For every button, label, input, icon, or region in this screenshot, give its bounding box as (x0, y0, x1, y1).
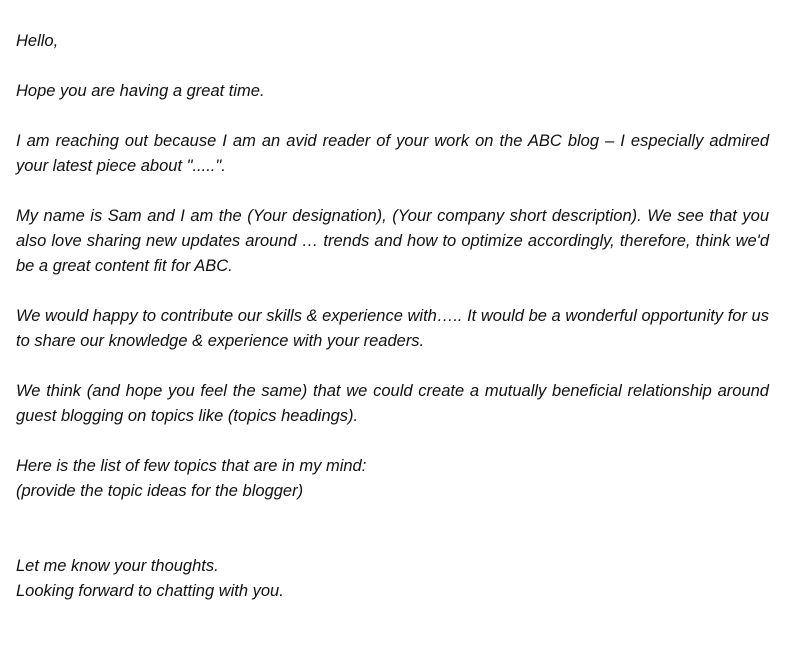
topics-line: Here is the list of few topics that are in my mind: (16, 457, 367, 475)
closing-block (16, 554, 769, 604)
blank-spacer (16, 529, 769, 554)
paragraph-offer: We would happy to contribute our skills & experience with….. It would be a wonderful opportunity for us to share our knowledge & experience with your readers. (16, 307, 769, 350)
closing-line-2: Looking forward to chatting with you. (16, 582, 284, 600)
paragraph-relationship: We think (and hope you feel the same) that we could create a mutually beneficial relationship around guest blogging on topics like (topics headings). (16, 382, 769, 425)
greeting: Hello, (16, 32, 59, 50)
closing-line-1: Let me know your thoughts. (16, 557, 219, 575)
opening-line: Hope you are having a great time. (16, 82, 265, 100)
topics-block (16, 454, 769, 504)
paragraph-intro: My name is Sam and I am the (Your designation), (Your company short description). We see that you also love sharing new updates around … trends and how to optimize accordingly, therefore, think we'd be a great content fit for ABC. (16, 207, 769, 275)
topics-placeholder: (provide the topic ideas for the blogger) (16, 482, 304, 500)
paragraph-reason: I am reaching out because I am an avid reader of your work on the ABC blog – I especially admired your latest piece about ".....". (16, 132, 769, 175)
